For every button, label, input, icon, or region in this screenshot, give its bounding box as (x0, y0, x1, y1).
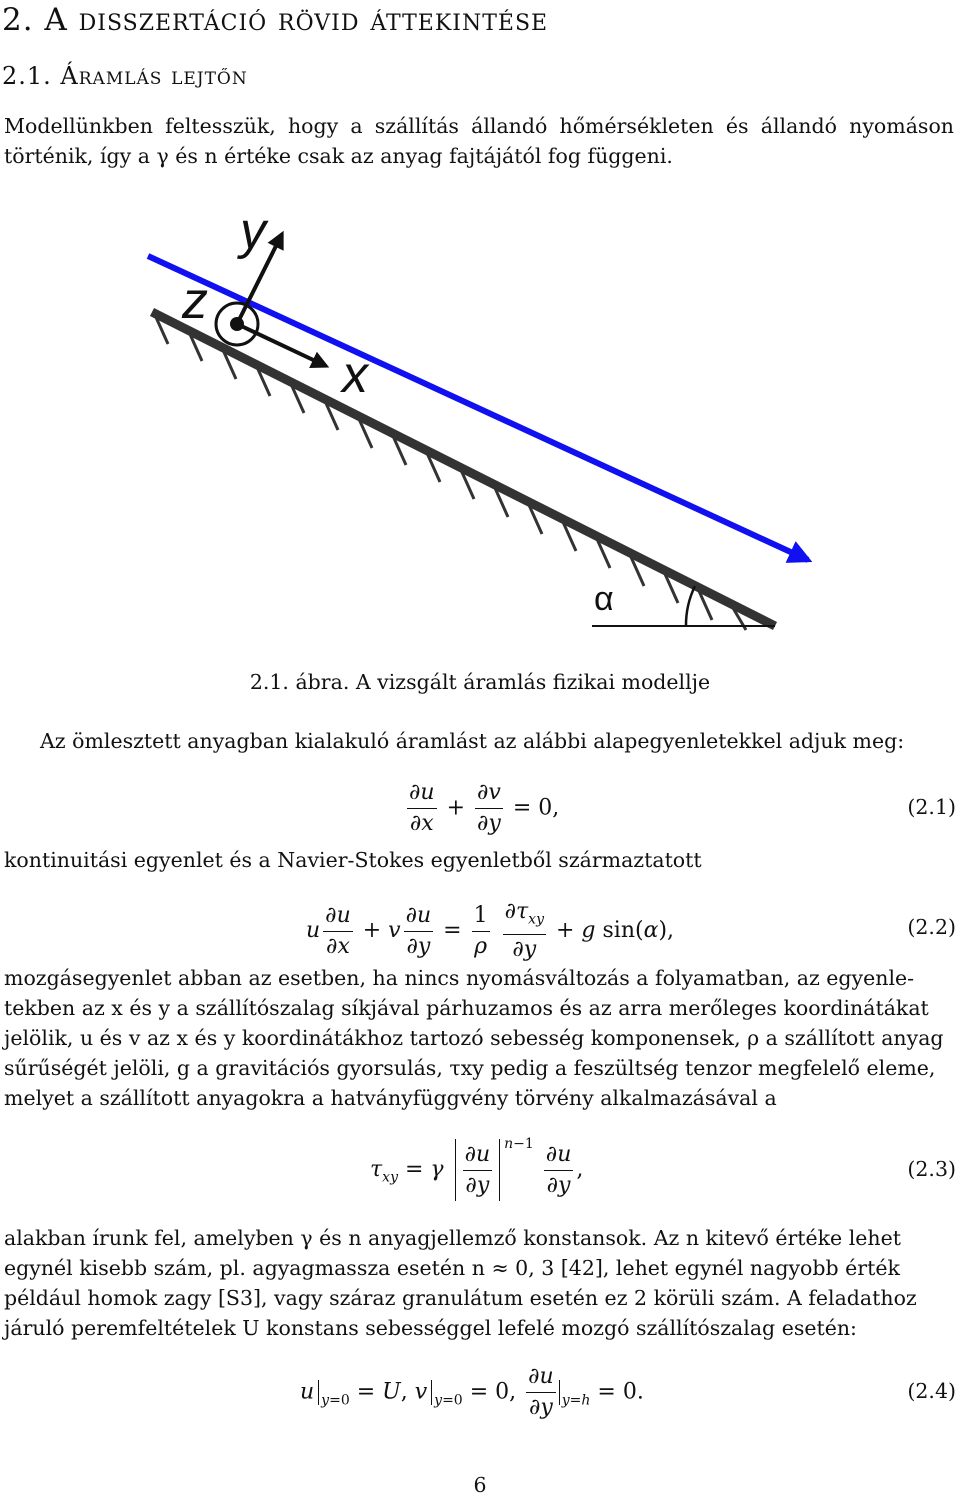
intro-paragraph: Modellünkben feltesszük, hogy a szállítás állandó hőmérsékleten és állandó nyomáson történik, így a γ és n értéke csak az anyag fajtájától fog függeni. (4, 114, 954, 168)
z-axis-label: z (182, 272, 208, 330)
para3-line2: egynél kisebb szám, pl. agyagmassza esetén n ≈ 0, 3 [42], lehet egynél nagyobb érték (4, 1256, 900, 1280)
equation-number-2-3: (2.3) (907, 1157, 956, 1181)
equation-number-2-4: (2.4) (907, 1379, 956, 1403)
para2-line5: melyet a szállított anyagokra a hatványfüggvény törvény alkalmazásával a (4, 1086, 777, 1110)
flow-figure (0, 190, 960, 650)
para2-line1: mozgásegyenlet abban az esetben, ha nincs nyomásváltozás a folyamatban, az egyenle- (4, 966, 915, 990)
para2-line4: sűrűségét jelöli, g a gravitációs gyorsulás, τxy pedig a feszültség tenzor megfelelő eleme, (4, 1056, 936, 1080)
alpha-label: α (594, 580, 614, 618)
para2-line3: jelölik, u és v az x és y koordinátákhoz tartozó sebesség komponensek, ρ a szállított anyag (4, 1026, 944, 1050)
y-axis-label: y (240, 202, 266, 260)
para3-line4: járuló peremfeltételek U konstans sebességgel lefelé mozgó szállítószalag esetén: (4, 1316, 857, 1340)
para2-line2: tekben az x és y a szállítószalag síkjával párhuzamos és az arra merőleges koordinátákat (4, 996, 929, 1020)
para3-line3: például homok zagy [S3], vagy száraz granulátum esetén ez 2 körüli szám. A feladathoz (4, 1286, 917, 1310)
equation-2-3: $\tau_{xy} = \gamma$ $\frac{\partial u}{\partial y}$ $^{n-1}$ $\frac{\partial u}{\partial y}$ , (370, 1136, 583, 1201)
inclined-wall (152, 312, 775, 626)
equation-2-1: $\frac{\partial u}{\partial x}$ + $\frac{\partial v}{\partial y}$ = 0, (409, 780, 560, 836)
equation-number-2-2: (2.2) (907, 915, 956, 939)
continuity-text: kontinuitási egyenlet és a Navier-Stokes egyenletből származtatott (4, 848, 702, 872)
angle-arc (686, 586, 695, 626)
equation-2-4: u $_{y=0}$ = U, v $_{y=0}$ = 0, $\frac{\partial u}{\partial y}$ $_{y=h}$ = 0. (300, 1364, 644, 1420)
page-number: 6 (473, 1473, 487, 1497)
equations-intro: Az ömlesztett anyagban kialakuló áramlást az alábbi alapegyenletekkel adjuk meg: (40, 729, 905, 753)
equation-2-2: u $\frac{\partial u}{\partial x}$ + v $\frac{\partial u}{\partial y}$ = $\frac{1}{\rho}$ $\frac{\partial\tau_{xy}}{\partial y}$ + g sin(α), (306, 899, 675, 963)
x-axis-label: x (342, 346, 368, 404)
equation-number-2-1: (2.1) (907, 795, 956, 819)
subsection-title: 2.1. Áramlás lejtőn (2, 62, 248, 90)
section-title: 2. A disszertáció rövid áttekintése (2, 2, 549, 38)
figure-caption: 2.1. ábra. A vizsgált áramlás fizikai modellje (249, 670, 711, 694)
para3-line1: alakban írunk fel, amelyben γ és n anyagjellemző konstansok. Az n kitevő értéke lehet (4, 1226, 901, 1250)
